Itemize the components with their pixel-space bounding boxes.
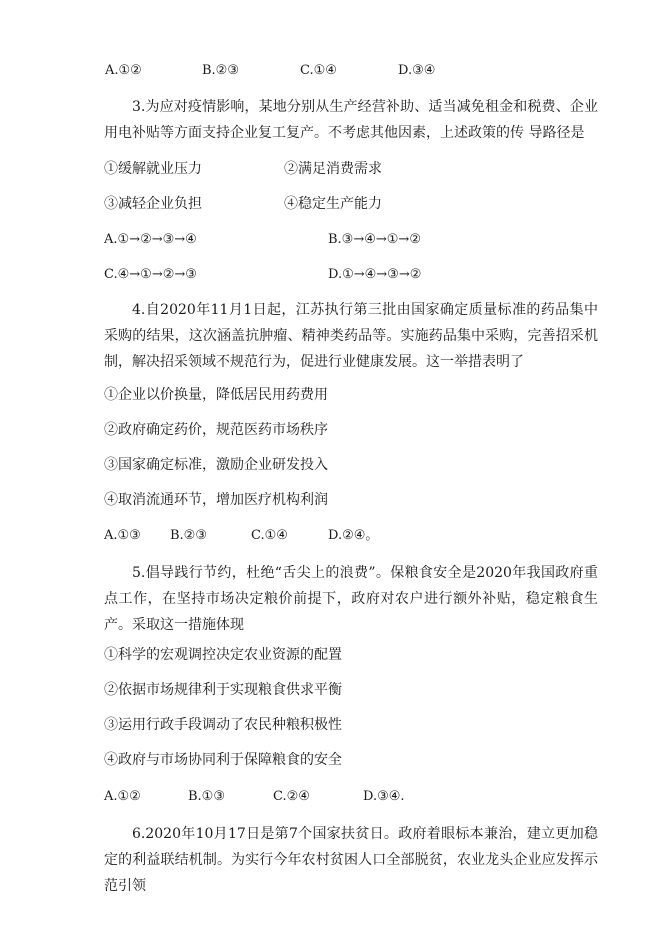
- q4-option-d: D.②④。: [328, 528, 379, 543]
- q2-option-b: B.②③: [202, 63, 239, 78]
- q5-item-1: ①科学的宏观调控决定农业资源的配置: [104, 647, 342, 663]
- q3-item-3: ③减轻企业负担: [104, 196, 202, 212]
- q4-option-b: B.②③: [170, 528, 207, 543]
- q5-option-d: D.③④.: [363, 789, 405, 804]
- q3-option-c: C.④→①→②→③: [104, 267, 197, 282]
- q3-option-a: A.①→②→③→④: [104, 232, 197, 247]
- q4-item-3: ③国家确定标准，激励企业研发投入: [104, 457, 328, 473]
- q3-item-4: ④稳定生产能力: [284, 196, 382, 212]
- q4-stem: 4.自2020年11月1日起，江苏执行第三批由国家确定质量标准的药品集中采购的结果，这次涵盖抗肿瘤、精神类药品等。实施药品集中采购，完善招采机制，解决招采领域不规范行为，促进行业健康发展。这一举措表明了: [104, 302, 598, 370]
- q3-item-1: ①缓解就业压力: [104, 161, 202, 177]
- q2-option-c: C.①④: [300, 63, 337, 78]
- q2-option-a: A.①②: [105, 63, 142, 78]
- q4-option-c: C.①④: [251, 528, 288, 543]
- q2-option-d: D.③④: [398, 63, 436, 78]
- q4-item-2: ②政府确定药价，规范医药市场秩序: [104, 422, 328, 438]
- q5-stem: 5.倡导践行节约，杜绝“舌尖上的浪费”。保粮食安全是2020年我国政府重点工作，在坚持市场决定粮价前提下，政府对农户进行额外补贴，稳定粮食生产。采取这一措施体现: [104, 565, 598, 633]
- q6-stem: 6.2020年10月17日是第7个国家扶贫日。政府着眼标本兼治，建立更加稳定的利益联结机制。为实行今年农村贫困人口全部脱贫，农业龙头企业应发挥示范引领: [104, 826, 598, 894]
- q5-item-4: ④政府与市场协同利于保障粮食的安全: [104, 752, 342, 768]
- q3-option-d: D.①→④→③→②: [328, 267, 422, 282]
- q5-item-2: ②依据市场规律利于实现粮食供求平衡: [104, 682, 342, 698]
- q4-item-1: ①企业以价换量，降低居民用药费用: [104, 387, 328, 403]
- q5-option-c: C.②④: [273, 789, 310, 804]
- q5-option-a: A.①②: [104, 789, 141, 804]
- q3-option-b: B.③→④→①→②: [328, 232, 421, 247]
- q5-item-3: ③运用行政手段调动了农民种粮积极性: [104, 717, 342, 733]
- q4-item-4: ④取消流通环节，增加医疗机构利润: [104, 492, 328, 508]
- q4-option-a: A.①③: [104, 528, 141, 543]
- q3-item-2: ②满足消费需求: [284, 161, 382, 177]
- q3-stem: 3.为应对疫情影响，某地分别从生产经营补助、适当减免租金和税费、企业用电补贴等方面支持企业复工复产。不考虑其他因素，上述政策的传 导路径是: [104, 99, 598, 141]
- q5-option-b: B.①③: [188, 789, 225, 804]
